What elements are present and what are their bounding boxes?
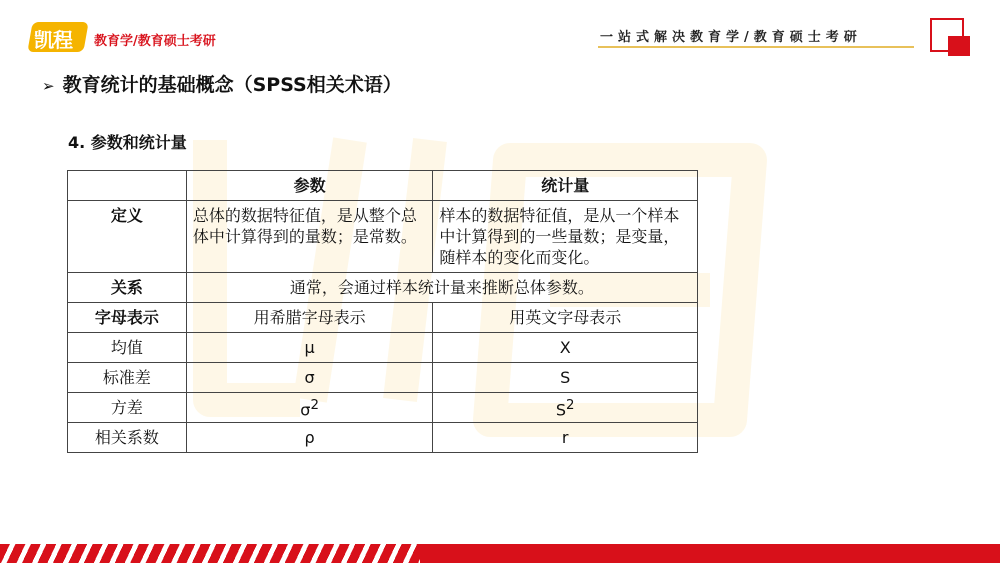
symbol-stat: S [433,363,698,393]
row-label: 定义 [68,201,187,273]
symbol-stat [433,393,698,423]
comparison-table [67,170,698,453]
row-label: 均值 [68,333,187,363]
symbol-param: ρ [186,423,433,453]
logo-text: 凯程 [34,28,72,52]
symbol-superscript: 2 [566,397,575,413]
slogan: 一站式解决教育学/教育硕士考研 [600,30,862,45]
corner-fill [948,36,970,56]
table-row [68,423,698,453]
section-title [42,70,402,97]
relation-row [68,273,698,303]
relation-text: 通常，会通过样本统计量来推断总体参数。 [186,273,697,303]
notation-row [68,303,698,333]
definition-stat: 样本的数据特征值，是从一个样本中计算得到的一些量数；是变量，随样本的变化而变化。 [433,201,698,273]
slogan-underline [598,46,914,48]
symbol-superscript: 2 [310,397,319,413]
row-label: 方差 [68,393,187,423]
row-label: 字母表示 [68,303,187,333]
bullet-arrow-icon: ➢ [42,77,55,95]
table-row [68,333,698,363]
symbol-base: S [555,400,567,420]
row-label: 标准差 [68,363,187,393]
section-title-text: 教育统计的基础概念（SPSS相关术语） [62,74,402,96]
logo [30,18,88,56]
definition-param: 总体的数据特征值，是从整个总体中计算得到的量数；是常数。 [186,201,433,273]
row-label: 关系 [68,273,187,303]
notation-param: 用希腊字母表示 [186,303,433,333]
symbol-base: σ [300,400,311,420]
row-label: 相关系数 [68,423,187,453]
symbol-param: μ [186,333,433,363]
footer-stripes [0,544,420,563]
table-row [68,363,698,393]
symbol-stat: X [433,333,698,363]
brand-name: 教育学/教育硕士考研 [94,34,216,49]
symbol-stat: r [433,423,698,453]
subtitle: 4. 参数和统计量 [68,133,187,152]
table-row [68,393,698,423]
header-cell-param: 参数 [186,171,433,201]
symbol-param [186,393,433,423]
symbol-param: σ [186,363,433,393]
notation-stat: 用英文字母表示 [433,303,698,333]
table-header-row [68,171,698,201]
definition-row [68,201,698,273]
header-cell-stat: 统计量 [433,171,698,201]
header-cell-empty [68,171,187,201]
